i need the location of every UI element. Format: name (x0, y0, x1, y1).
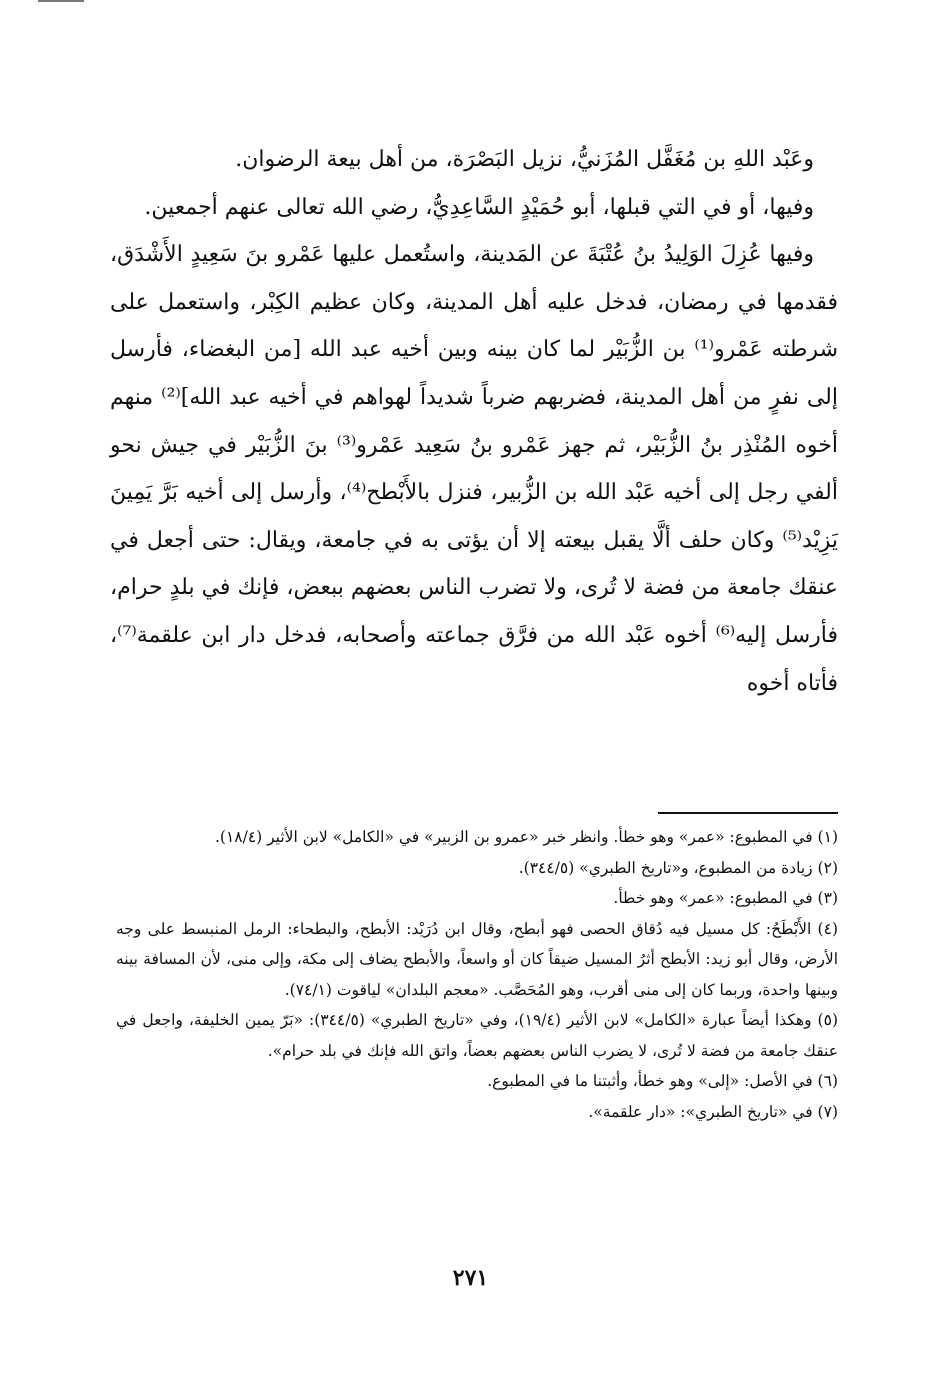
page-number: ٢٧١ (452, 1265, 489, 1291)
paragraph: وفيها، أو في التي قبلها، أبو حُمَيْدٍ السَّاعِدِيُّ، رضي الله تعالى عنهم أجمعين. (144, 194, 814, 220)
body-text (110, 136, 838, 707)
footnotes (116, 812, 838, 1127)
footnote-item: (٦) في الأصل: «إلى» وهو خطأ، وأثبتنا ما في المطبوع. (487, 1072, 838, 1090)
paragraph: وعَبْد اللهِ بن مُغَفَّل المُزَنيُّ، نزيل البَصْرَة، من أهل بيعة الرضوان. (235, 147, 814, 172)
scan-mark (38, 0, 84, 2)
footnote-item: (٣) في المطبوع: «عمر» وهو خطأ. (613, 889, 838, 907)
footnote-list (116, 822, 838, 1127)
main-text (110, 136, 838, 707)
footnote-divider (658, 812, 838, 814)
footnote-item: (٤) الأَبْطَحُ: كل مسيل فيه دُقاق الحصى فهو أبطح، وقال ابن دُرَيْد: الأبطح، والبطحاء: الرمل المنبسط على وجه الأرض، وقال أبو زيد: الأبطح أثرُ المسيل ضيقاً كان أو واسعاً، والأبطح يضاف إلى مكة، وإلى منى، لأن المسافة بينه وبينها واحدة، وربما كان إلى منى أقرب، وهو المُحَصَّب. «معجم البلدان» لياقوت (٧٤/١). (116, 919, 838, 999)
footnote-item: (٥) وهكذا أيضاً عبارة «الكامل» لابن الأثير (١٩/٤)، وفي «تاريخ الطبري» (٣٤٤/٥): «بَرّ يمين الخليفة، واجعل في عنقك جامعة من فضة لا تُرى، لا يضرب الناس بعضهم بعضاً، واتق الله فإنك في بلد حرام». (116, 1011, 838, 1060)
paragraph: وفيها عُزِلَ الوَلِيدُ بنُ عُتْبَةَ عن المَدينة، واستُعمل عليها عَمْرو بنَ سَعِيدٍ الأَشْدَق، فقدمها في رمضان، فدخل عليه أهل المدينة، وكان عظيم الكِبْر، واستعمل على شرطته عَمْرو⁽¹⁾ بن الزُّبَيْر لما كان بينه وبين أخيه عبد الله [من البغضاء، فأرسل إلى نفرٍ من أهل المدينة، فضربهم ضرباً شديداً لهواهم في أخيه عبد الله]⁽²⁾ منهم أخوه المُنْذِر بنُ الزُّبَيْر، ثم جهز عَمْرو بنُ سَعِيد عَمْرو⁽³⁾ بنَ الزُّبَيْر في جيش نحو ألفي رجل إلى أخيه عَبْد الله بن الزُّبير، فنزل بالأَبْطح⁽⁴⁾، وأرسل إلى أخيه بَرَّ يَمِينَ يَزِيْد⁽⁵⁾ وكان حلف ألَّا يقبل بيعته إلا أن يؤتى به في جامعة، ويقال: حتى أجعل في عنقك جامعة من فضة لا تُرى، ولا تضرب الناس بعضهم ببعض، فإنك في بلدٍ حرام، فأرسل إليه⁽⁶⁾ أخوه عَبْد الله من فرَّق جماعته وأصحابه، فدخل دار ابن علقمة⁽⁷⁾، فأتاه أخوه (110, 242, 839, 696)
footnote-item: (٧) في «تاريخ الطبري»: «دار علقمة». (588, 1102, 838, 1121)
footnote-item: (٢) زيادة من المطبوع، و«تاريخ الطبري» (٣٤٤/٥). (518, 858, 838, 877)
footnote-item: (١) في المطبوع: «عمر» وهو خطأ. وانظر خبر «عمرو بن الزبير» في «الكامل» لابن الأثير (١٨/٤). (214, 828, 838, 846)
